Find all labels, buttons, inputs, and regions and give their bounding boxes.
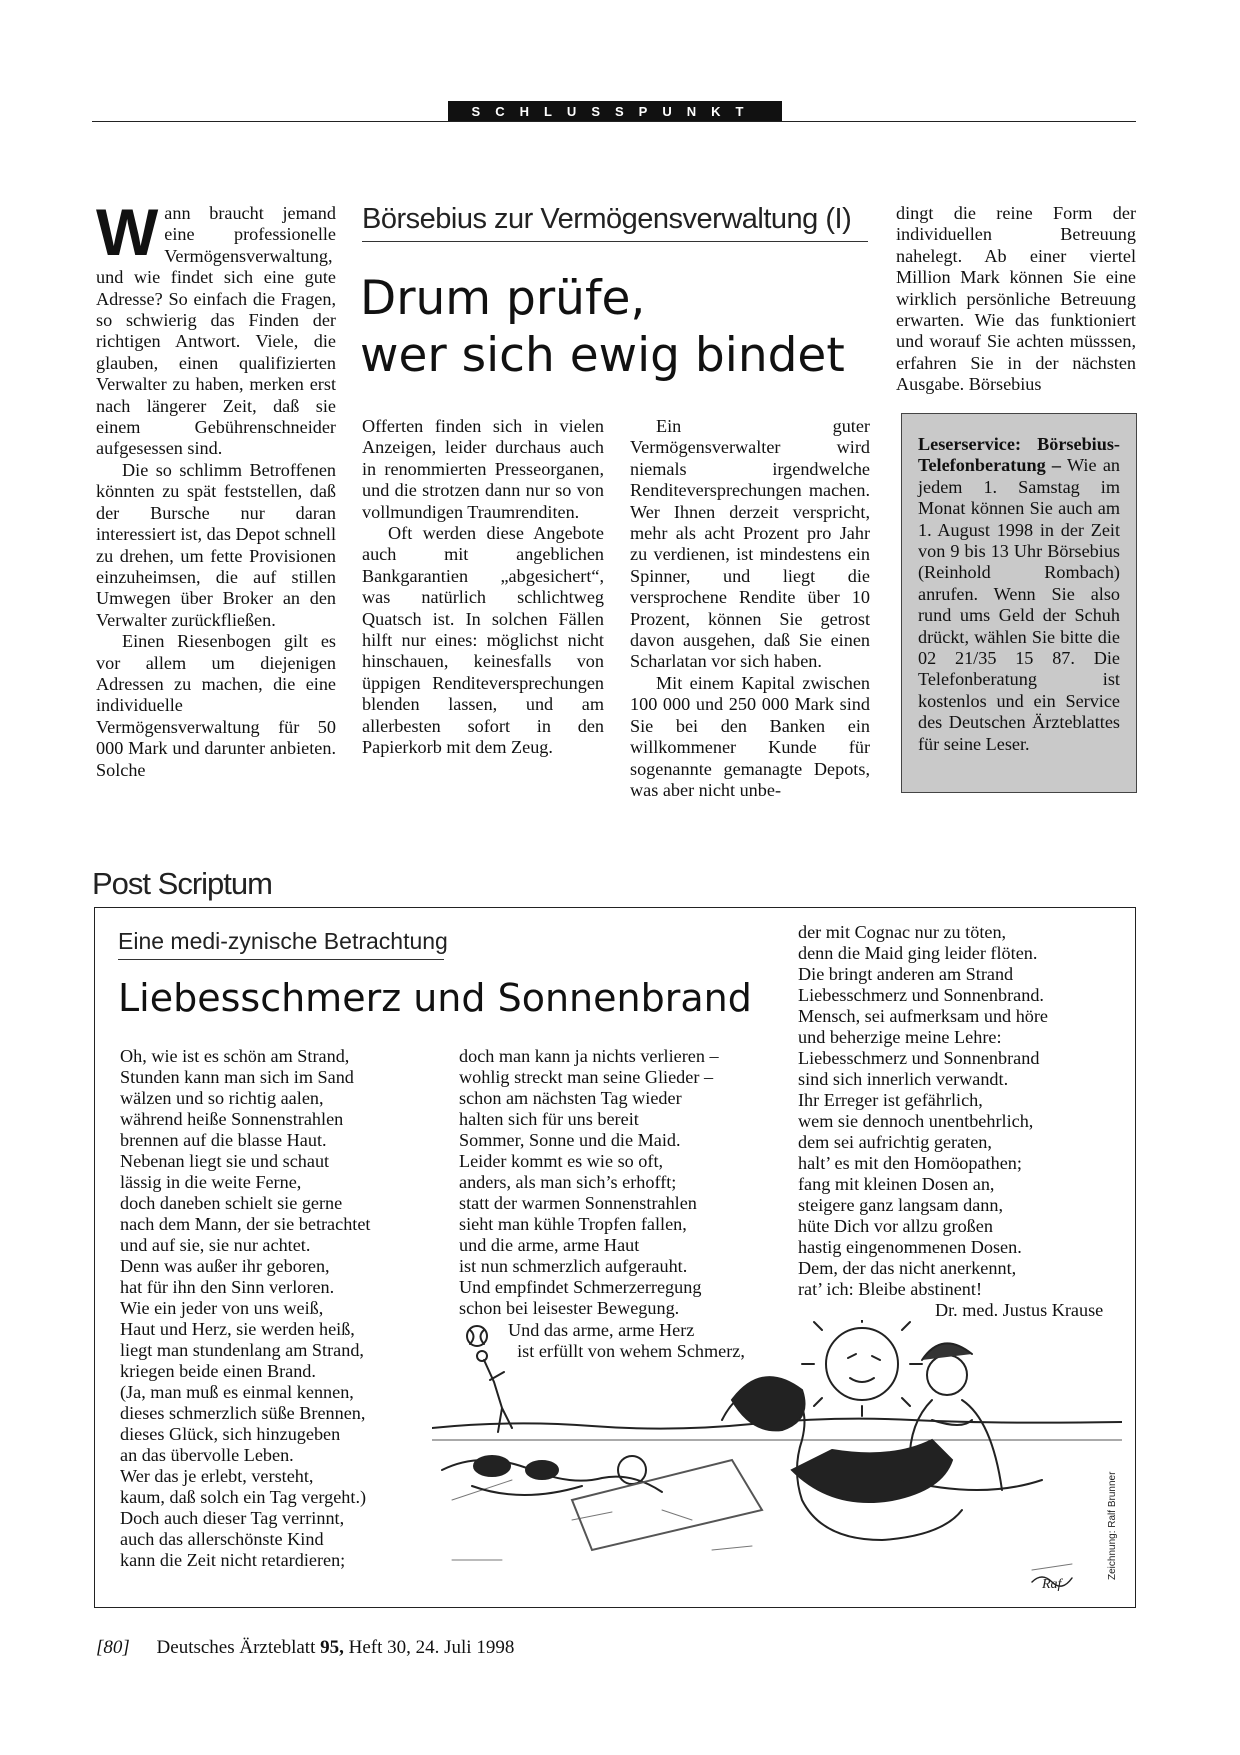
leserservice-box <box>901 413 1137 793</box>
beach-cartoon-illustration <box>432 1320 1122 1604</box>
article-paragraph: Ein guter Vermögensverwalter wird niemals irgendwelche Renditeversprechungen machen. Wer Ihnen derzeit verspricht, mehr als acht Prozent pro Jahr zu verdienen, ist mindestens ein Spinner, und liegt die versprochene Rendite über 10 Prozent, können Sie getrost davon ausgehen, daß Sie einen Scharlatan vor sich haben. <box>630 416 870 672</box>
poem-column-1: Oh, wie ist es schön am Strand, Stunden kann man sich im Sand wälzen und so richtig aalen, während heiße Sonnenstrahlen brennen auf die blasse Haut. Nebenan liegt sie und schaut lässig in die weite Ferne, doch daneben schielt sie gerne nach dem Mann, der sie betrachtet und auf sie, sie nur achtet. Denn was außer ihr geboren, hat für ihn den Sinn verloren. Wie ein jeder von uns weiß, Haut und Herz, sie werden heiß, liegt man stundenlang am Strand, kriegen beide einen Brand. (Ja, man muß es einmal kennen, dieses schmerzlich süße Brennen, dieses Glück, sich hinzugeben an das übervolle Leben. Wer das je erlebt, versteht, kaum, daß solch ein Tag vergeht.) Doch auch dieser Tag verrinnt, auch das allerschönste Kind kann die Zeit nicht retardieren; <box>120 1046 371 1570</box>
journal-name: Deutsches Ärzteblatt <box>156 1637 316 1658</box>
jumping-figure-drawing <box>484 1360 512 1432</box>
section-label: SCHLUSSPUNKT <box>448 101 782 122</box>
article-column-4 <box>896 203 1136 396</box>
article-column-1 <box>96 195 336 781</box>
journal-volume: 95, <box>320 1637 344 1658</box>
article-paragraph: Einen Riesenbogen gilt es vor allem um diejenigen Adressen zu machen, die eine individuelle Vermögensverwaltung für 50 000 Mark und darunter anbieten. Solche <box>96 631 336 780</box>
poem-column-2: doch man kann ja nichts verlieren – wohlig streckt man seine Glieder – schon am nächsten Tag wieder halten sich für uns bereit Sommer, Sonne und die Maid. Leider kommt es wie so oft, anders, als man sich’s erhofft; statt der warmen Sonnenstrahlen sieht man kühle Tropfen fallen, und die arme, arme Haut ist nun schmerzlich aufgerauht. Und empfindet Schmerzerregung schon bei leisester Bewegung. <box>459 1046 719 1318</box>
postscriptum-title: Post Scriptum <box>92 866 272 901</box>
drawing-credit: Zeichnung: Ralf Brunner <box>1107 1471 1118 1580</box>
journal-issue: Heft 30, 24. Juli 1998 <box>348 1637 515 1658</box>
page-footer <box>96 1637 514 1659</box>
infobox-text: Wie an jedem 1. Samstag im Monat können Sie auch am 1. August 1998 in der Zeit von 9 bis 13 Uhr Börsebius (Reinhold Rombach) anrufen. Wenn Sie also rund ums Geld der Schuh drückt, wählen Sie bitte die 02 21/35 15 87. Die Telefonberatung ist kostenlos und ein Service des Deutschen Ärzteblattes für seine Leser. <box>918 455 1120 754</box>
kicker-rule <box>362 241 868 242</box>
poem-headline: Liebesschmerz und Sonnenbrand <box>118 976 752 1020</box>
article-headline <box>360 270 845 384</box>
poem-author: Dr. med. Justus Krause <box>935 1300 1104 1320</box>
headline-line: Drum prüfe, <box>360 271 646 326</box>
article-column-3 <box>630 416 870 801</box>
poem-column-2-continued: Und das arme, arme Herz ist erfüllt von wehem Schmerz, <box>508 1320 745 1361</box>
article-paragraph: dingt die reine Form der individuellen Betreuung nahelegt. Ab einer viertel Million Mark können Sie eine wirklich persönliche Betreuung erwarten. Wie das funktioniert und worauf Sie achten müsssen, erfahren Sie in der nächsten Ausgabe. Börsebius <box>896 203 1136 395</box>
drop-cap: W <box>96 195 159 269</box>
article-paragraph: Offerten finden sich in vielen Anzeigen, leider durchaus auch in renommierten Presseorganen, und die strotzen dann nur so von vollmundigen Traumrenditen. <box>362 416 604 522</box>
header-rule <box>92 121 1136 122</box>
page-number: [80] <box>96 1637 130 1658</box>
poem-column-3: der mit Cognac nur zu töten, denn die Maid ging leider flöten. Die bringt anderen am Strand Liebesschmerz und Sonnenbrand. Mensch, sei aufmerksam und höre und beherzige meine Lehre: Liebesschmerz und Sonnenbrand sind sich innerlich verwandt. Ihr Erreger ist gefährlich, wem sie dennoch unentbehrlich, dem sei aufrichtig geraten, halt’ es mit den Homöopathen; fang mit kleinen Dosen an, steigere ganz langsam dann, hüte Dich vor allzu großen hastig eingenommenen Dosen. Dem, der das nicht anerkennt, rat’ ich: Bleibe abstinent! <box>798 922 1049 1299</box>
article-paragraph: Mit einem Kapital zwischen 100 000 und 250 000 Mark sind Sie bei den Banken ein willkommener Kunde für sogenannte gemanagte Depots, was aber nicht unbe- <box>630 672 870 800</box>
article-lead: ann braucht jemand eine professionelle Vermögensverwaltung, und wie findet sich eine gute Adresse? So einfach die Fragen, so schwierig das Finden der richtigen Antwort. Viele, die glauben, einen qualifizierten Verwalter zu haben, merken erst nach längerer Zeit, daß sie einem Gebührenschneider aufgesessen sind. <box>96 203 336 459</box>
article-kicker: Börsebius zur Vermögensverwaltung (I) <box>362 203 852 235</box>
man-head-drawing <box>927 1355 967 1395</box>
towel-drawing <box>572 1460 762 1550</box>
article-paragraph: Die so schlimm Betroffenen könnten zu spät feststellen, daß der Bursche nur daran interessiert ist, das Depot schnell zu drehen, um fette Provisionen einzuheimsen, die auf stillen Umwegen über Broker an den Verwalter zurückfließen. <box>96 459 336 630</box>
infobox-heading: Leserservice: Börsebius-Telefonberatung – <box>918 434 1120 476</box>
cartoon-signature: Raf <box>1042 1577 1062 1592</box>
poem-kicker-rule <box>118 959 444 960</box>
headline-line: wer sich ewig bindet <box>360 328 845 383</box>
poem-kicker: Eine medi-zynische Betrachtung <box>118 928 448 954</box>
article-column-2 <box>362 416 604 759</box>
sun-drawing <box>826 1328 898 1400</box>
article-paragraph: Oft werden diese Angebote auch mit angeblichen Bankgarantien „abgesichert“, was natürlich schlichtweg Quatsch ist. In solchen Fällen hilft nur eines: möglichst nicht hinschauen, keinesfalls von üppigen Renditeversprechungen blenden lassen, und am allerbesten sofort in den Papierkorb mit dem Zeug. <box>362 523 604 758</box>
